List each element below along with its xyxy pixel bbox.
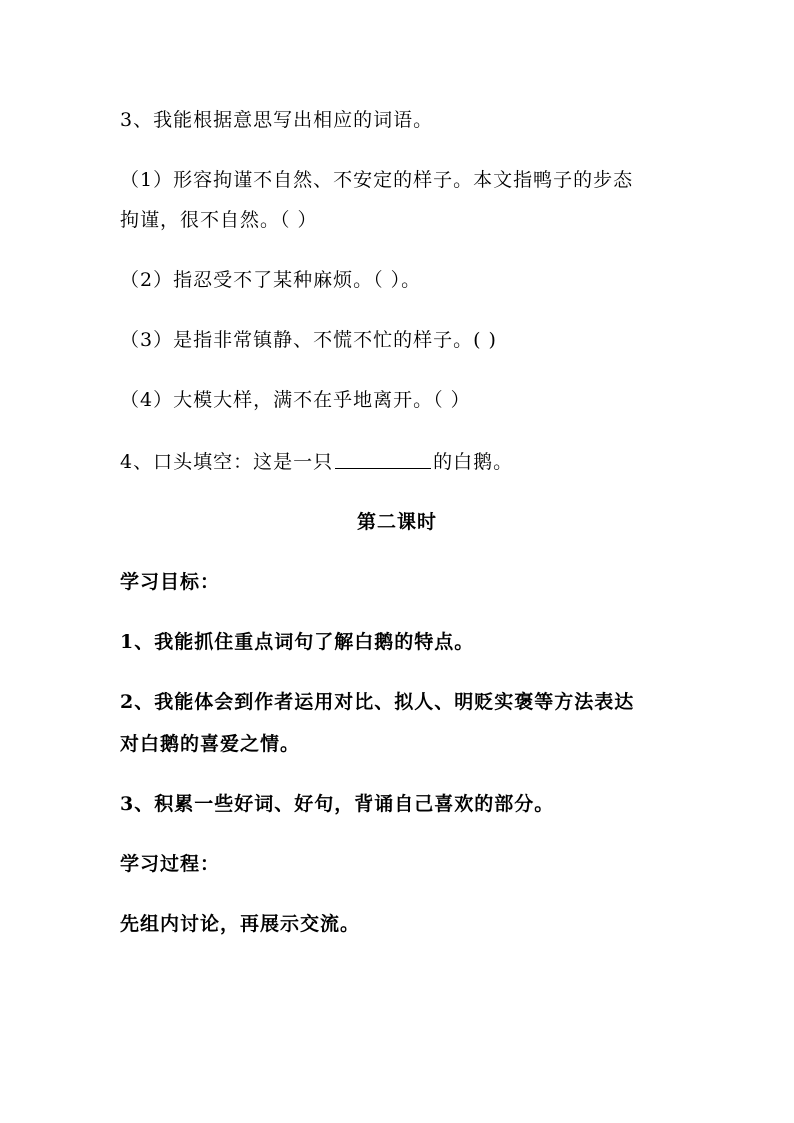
fill-blank-prefix: 4、口头填空：这是一只	[120, 451, 334, 473]
fill-blank-underline[interactable]	[335, 450, 431, 469]
item-1-line-2: 拘谨，很不自然。（ ）	[120, 209, 318, 231]
item-2: （2）指忍受不了某种麻烦。（ ）。	[120, 269, 422, 291]
goals-label: 学习目标：	[120, 571, 221, 593]
goal-3: 3、积累一些好词、好句，背诵自己喜欢的部分。	[120, 793, 555, 815]
goal-1: 1、我能抓住重点词句了解白鹅的特点。	[120, 631, 475, 653]
item-3: （3）是指非常镇静、不慌不忙的样子。( )	[120, 329, 497, 351]
goal-2-line-2: 对白鹅的喜爱之情。	[120, 733, 301, 755]
lesson-2-title: 第二课时	[356, 511, 437, 533]
process-text: 先组内讨论，再展示交流。	[120, 913, 361, 935]
fill-blank-suffix: 的白鹅。	[433, 451, 514, 473]
section-4-fill-blank	[120, 450, 513, 474]
section-3-heading: 3、我能根据意思写出相应的词语。	[120, 109, 434, 131]
item-1-line-1: （1）形容拘谨不自然、不安定的样子。本文指鸭子的步态	[120, 169, 634, 191]
item-4: （4）大模大样，满不在乎地离开。（ ）	[120, 389, 471, 411]
process-label: 学习过程：	[120, 853, 221, 875]
goal-2-line-1: 2、我能体会到作者运用对比、拟人、明贬实褒等方法表达	[120, 691, 635, 713]
